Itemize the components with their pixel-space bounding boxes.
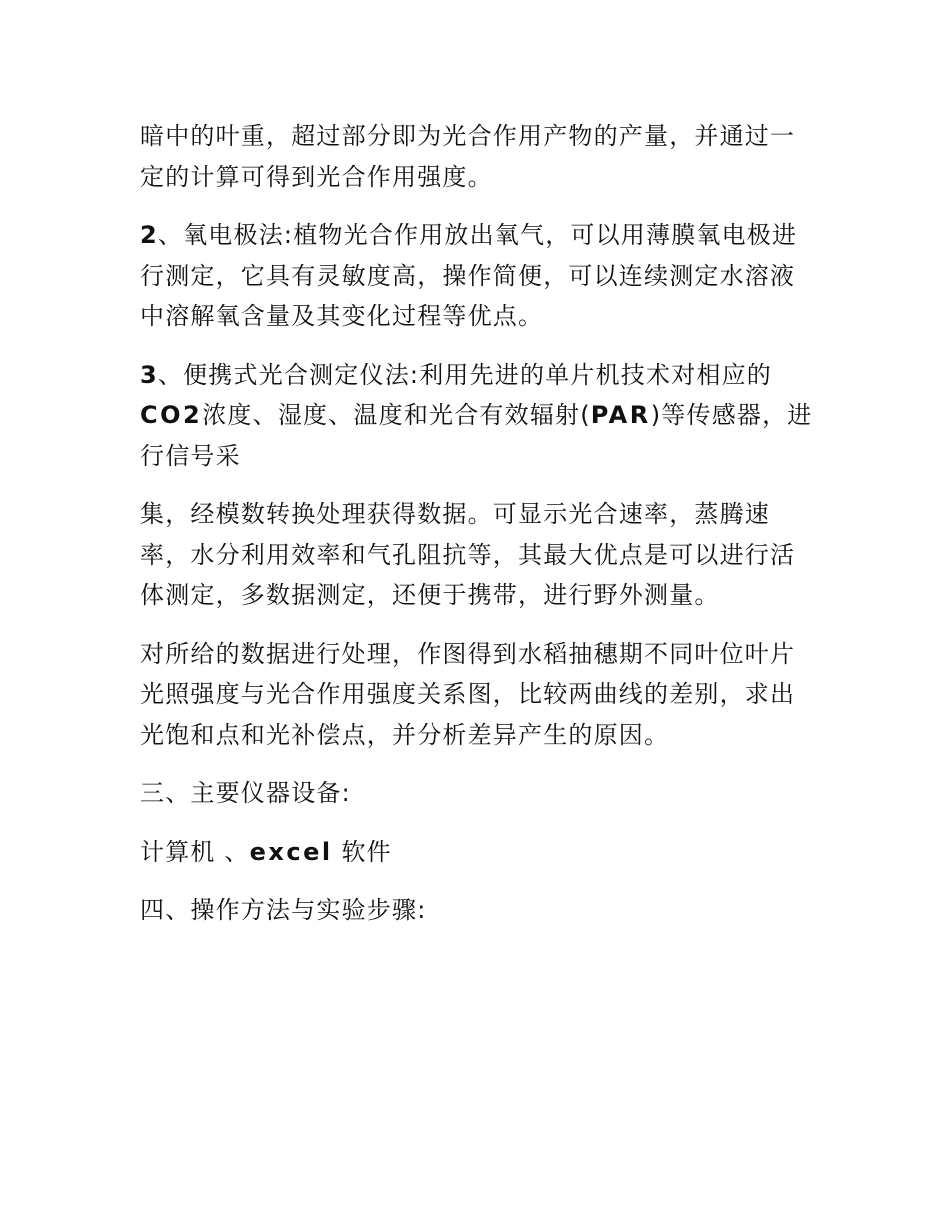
paragraph-data-processing: 集，经模数转换处理获得数据。可显示光合速率，蒸腾速率，水分利用效率和气孔阻抗等，其最大优点是可以进行活体测定，多数据测定，还便于携带，进行野外测量。 bbox=[140, 500, 796, 609]
paragraph-text: 软件 bbox=[341, 837, 392, 866]
excel-term: excel bbox=[249, 837, 333, 866]
paragraph-text: 、便携式光合测定仪法:利用先进的单片机技术对相应的 bbox=[157, 360, 772, 389]
document-body bbox=[140, 116, 820, 949]
paragraph-equipment-list bbox=[140, 832, 820, 873]
item-number: 3 bbox=[140, 360, 158, 389]
paragraph-text: 浓度、湿度、温度和光合有效辐射( bbox=[202, 401, 591, 429]
paragraph-task: 对所给的数据进行处理，作图得到水稻抽穗期不同叶位叶片光照强度与光合作用强度关系图，比较两曲线的差别，求出光饱和点和光补偿点，并分析差异产生的原因。 bbox=[140, 639, 796, 749]
paragraph-text: 计算机 、 bbox=[140, 837, 250, 866]
par-term: PAR bbox=[590, 401, 651, 429]
item-number: 2 bbox=[140, 221, 158, 249]
co2-term: CO2 bbox=[140, 401, 203, 429]
paragraph-text: 、氧电极法:植物光合作用放出氧气，可以用薄膜氧电极进行测定，它具有灵敏度高，操作简便，可以连续测定水溶液中溶解氧含量及其变化过程等优点。 bbox=[140, 221, 798, 330]
paragraph-leaf-weight: 暗中的叶重，超过部分即为光合作用产物的产量，并通过一定的计算可得到光合作用强度。 bbox=[140, 122, 796, 191]
paragraph-oxygen-electrode bbox=[140, 215, 820, 337]
section-heading-procedure: 四、操作方法与实验步骤: bbox=[140, 896, 427, 924]
paragraph-portable-meter bbox=[140, 355, 820, 477]
section-heading-equipment: 三、主要仪器设备: bbox=[140, 779, 351, 807]
paragraph-text: )等传感器，进行信号采 bbox=[140, 401, 813, 470]
